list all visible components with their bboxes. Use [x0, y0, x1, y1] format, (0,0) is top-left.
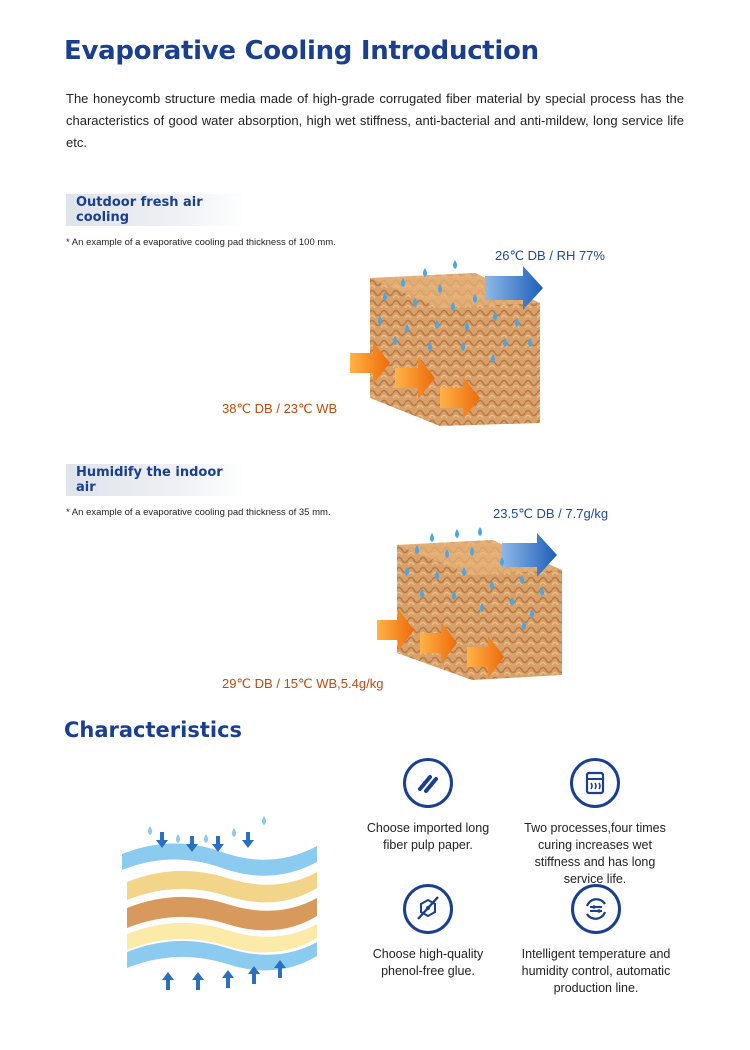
layer-brown: [127, 897, 317, 931]
feature-automation: [508, 884, 684, 997]
feature-glue: [360, 884, 496, 980]
note-indoor: * An example of a evaporative cooling pad thickness of 35 mm.: [66, 507, 331, 518]
feature-text: Choose high-quality phenol-free glue.: [372, 947, 484, 978]
section-label-outdoor: Outdoor fresh air cooling: [66, 194, 246, 226]
cooling-pad-diagram-outdoor: [345, 258, 555, 430]
feature-pulp-paper: [360, 758, 496, 854]
outlet-temp-outdoor: 26℃ DB / RH 77%: [495, 248, 605, 263]
section-label-indoor: Humidify the indoor air: [66, 464, 246, 496]
layer-yellow: [127, 871, 317, 903]
cooling-pad-diagram-indoor: [372, 525, 572, 690]
layered-media-illustration: [112, 812, 327, 992]
page-title: Evaporative Cooling Introduction: [64, 36, 539, 66]
outlet-temp-indoor: 23.5℃ DB / 7.7g/kg: [493, 506, 609, 521]
inlet-temp-outdoor: 38℃ DB / 23℃ WB: [222, 401, 338, 416]
no-phenol-icon: [403, 884, 453, 934]
slash-lines-icon: [403, 758, 453, 808]
feature-text: Choose imported long fiber pulp paper.: [366, 821, 490, 852]
inlet-temp-indoor: 29℃ DB / 15℃ WB,5.4g/kg: [222, 676, 384, 691]
intro-paragraph: The honeycomb structure media made of high-grade corrugated fiber material by special process has the characteristics of good water absorption, high wet stiffness, anti-bacterial and anti-mildew, long service life etc.: [66, 91, 684, 150]
feature-text: Two processes,four times curing increases wet stiffness and has long service life.: [524, 821, 666, 886]
note-outdoor: * An example of a evaporative cooling pad thickness of 100 mm.: [66, 237, 336, 248]
washing-machine-icon: [570, 758, 620, 808]
feature-curing: [516, 758, 674, 888]
control-cycle-icon: [571, 884, 621, 934]
feature-text: Intelligent temperature and humidity control, automatic production line.: [521, 947, 671, 995]
characteristics-title: Characteristics: [64, 718, 243, 742]
